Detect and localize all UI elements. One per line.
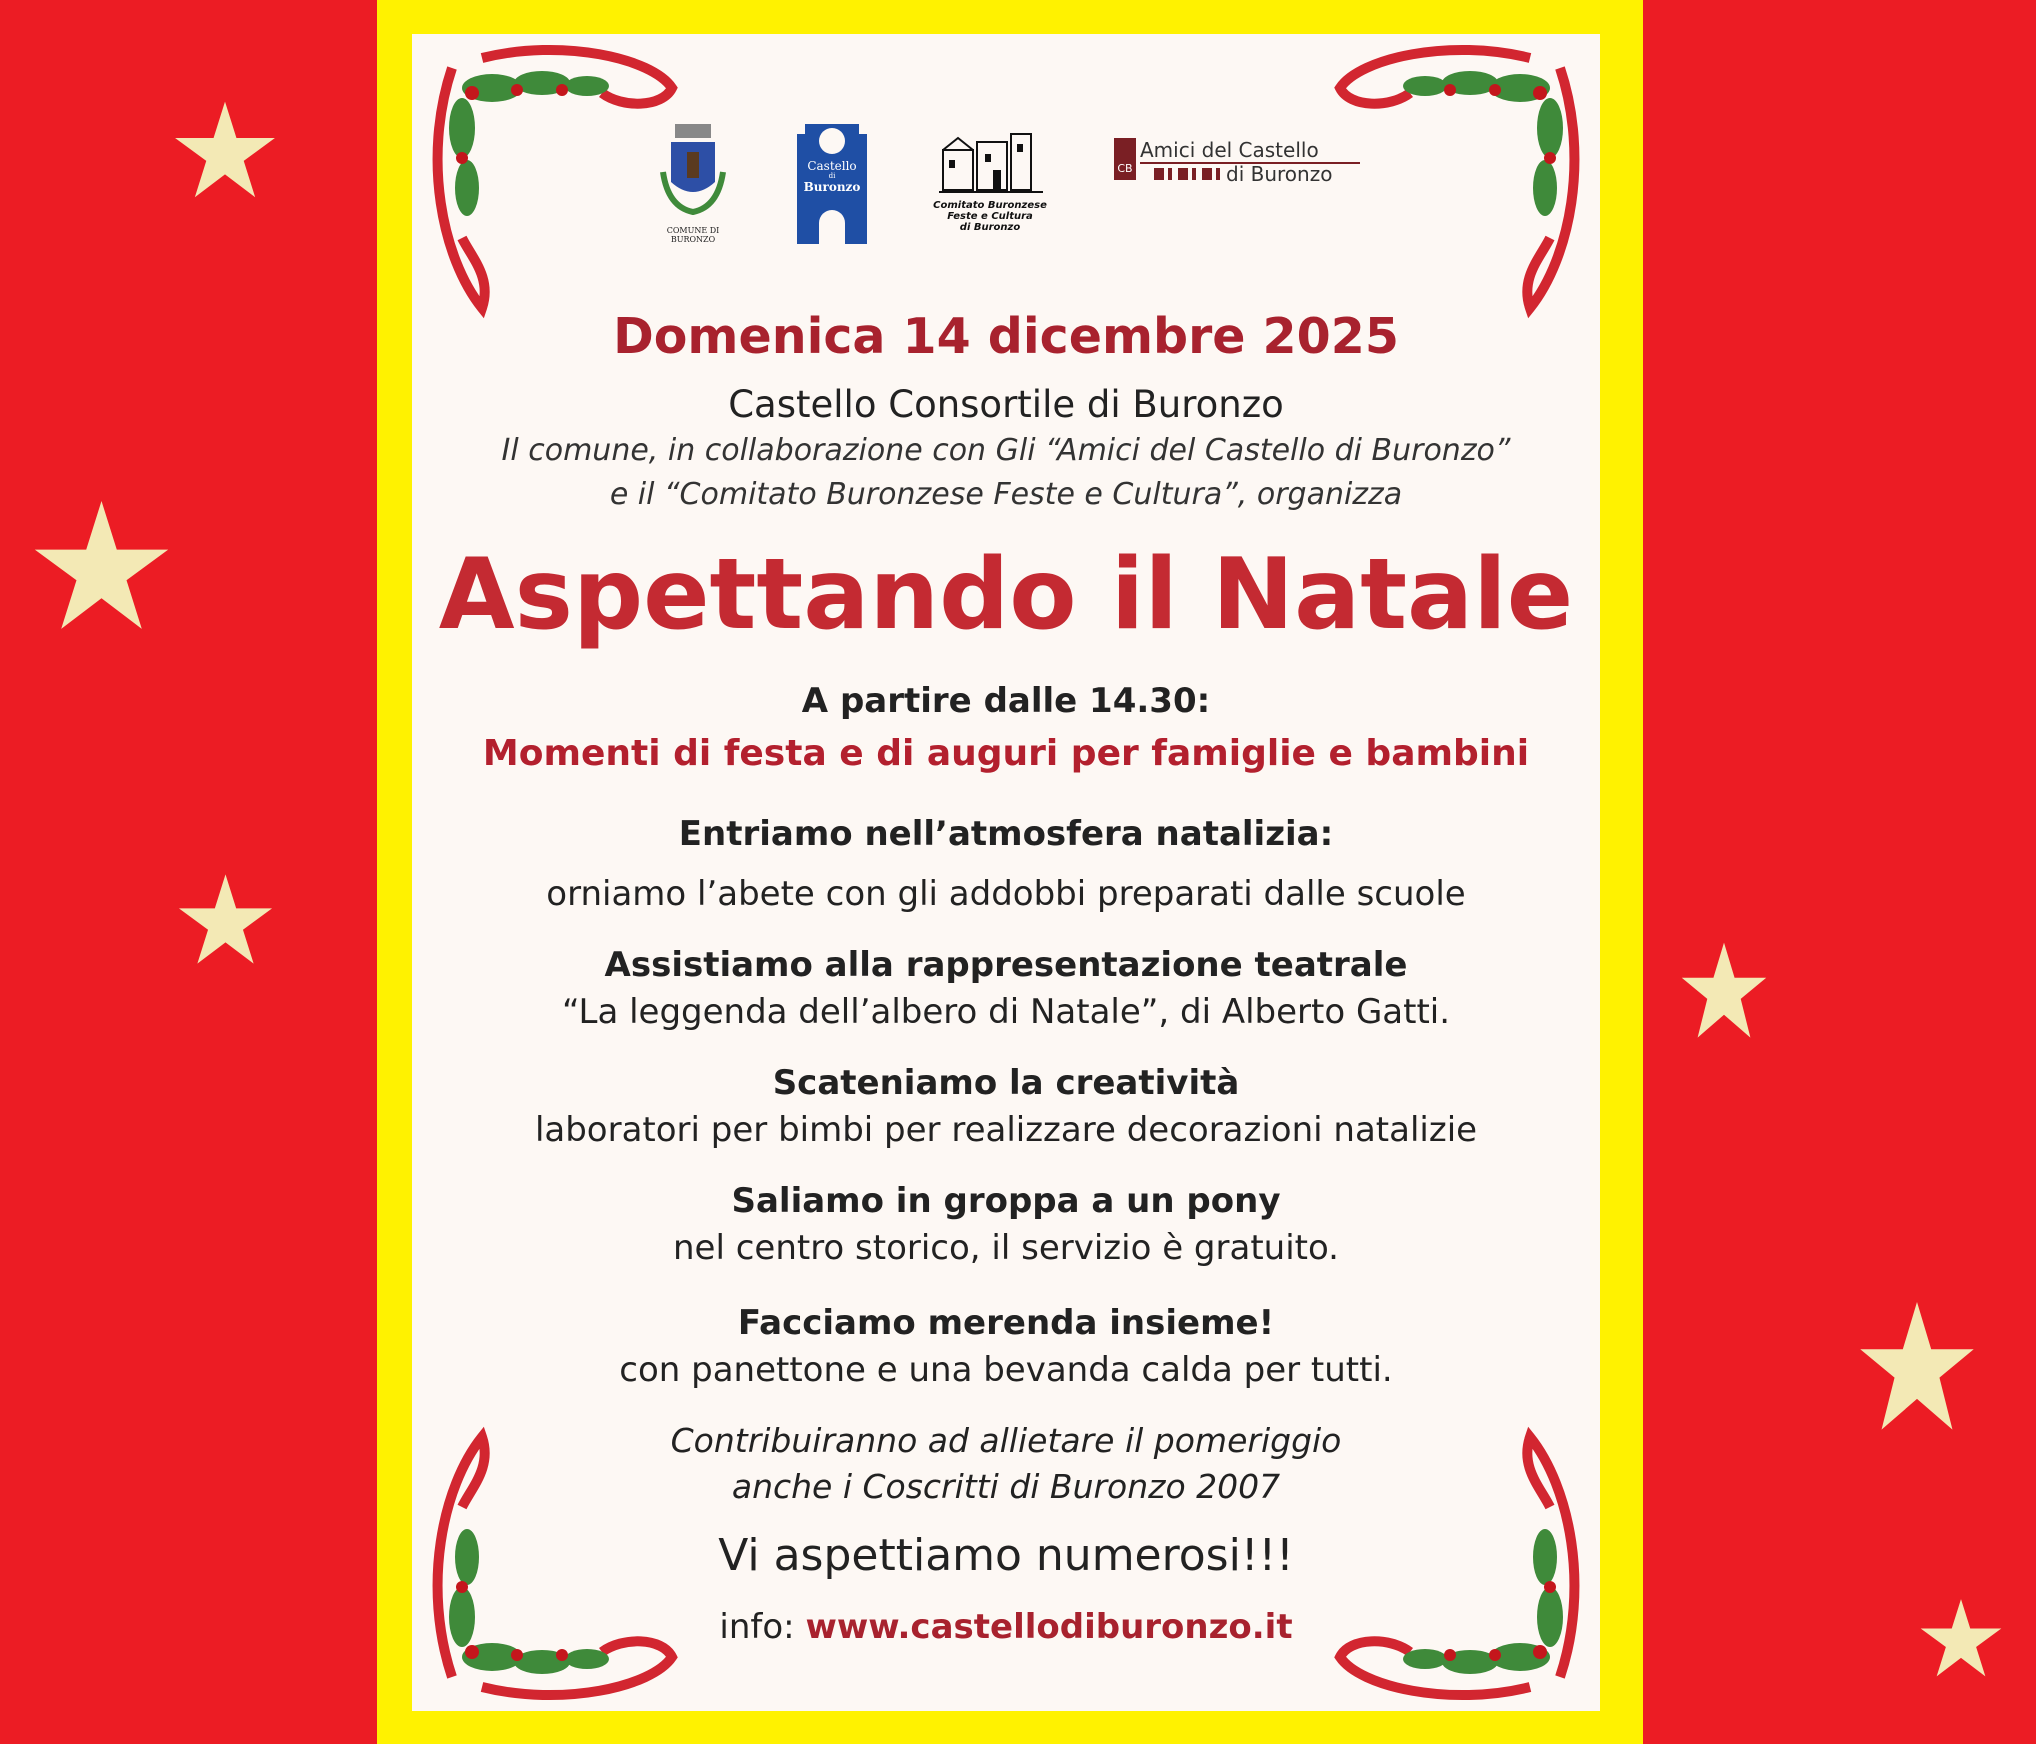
logo-comune — [648, 122, 738, 246]
star-icon — [32, 501, 171, 633]
logo-text: Castello — [807, 159, 857, 173]
intro-line-2: e il “Comitato Buronzese Feste e Cultura”, organizza — [609, 477, 1403, 512]
red-background-left — [0, 0, 377, 1744]
logo-initials: CB — [1114, 138, 1136, 180]
activity-text: “La leggenda dell’albero di Natale”, di Alberto Gatti. — [561, 992, 1451, 1032]
venue: Castello Consortile di Buronzo — [728, 383, 1284, 426]
invite: Vi aspettiamo numerosi!!! — [718, 1530, 1294, 1581]
logo-castello — [797, 124, 867, 244]
logo-text: Comitato Buronzese — [933, 200, 1047, 211]
website-link[interactable]: www.castellodiburonzo.it — [805, 1607, 1293, 1647]
closing-line-2: anche i Coscritti di Buronzo 2007 — [731, 1467, 1281, 1506]
closing-line-1: Contribuiranno ad allietare il pomeriggio — [670, 1421, 1342, 1460]
intro-line-1: Il comune, in collaborazione con Gli “Amici del Castello di Buronzo” — [501, 433, 1511, 468]
holly-corner-icon — [1330, 38, 1590, 328]
event-date: Domenica 14 dicembre 2025 — [613, 308, 1399, 365]
poster-panel — [412, 34, 1600, 1711]
coat-of-arms-icon — [653, 122, 733, 222]
logo-text: di — [828, 172, 836, 181]
activity-text: nel centro storico, il servizio è gratuito. — [672, 1228, 1339, 1268]
logo-text: di Buronzo — [959, 222, 1021, 233]
red-background-right — [1643, 0, 2036, 1744]
info-label: info: — [719, 1607, 795, 1647]
holly-corner-icon — [422, 38, 682, 328]
activity-heading: Saliamo in groppa a un pony — [731, 1181, 1281, 1221]
logo-text: Feste e Cultura — [947, 211, 1033, 222]
activity-text: con panettone e una bevanda calda per tutti. — [619, 1350, 1393, 1390]
activity-text: orniamo l’abete con gli addobbi preparati dalle scuole — [546, 874, 1466, 914]
activity-heading: Scateniamo la creatività — [772, 1063, 1240, 1103]
event-title: Aspettando il Natale — [438, 538, 1574, 652]
activity-heading: Facciamo merenda insieme! — [737, 1303, 1275, 1343]
start-time: A partire dalle 14.30: — [801, 681, 1211, 721]
activity-text: laboratori per bimbi per realizzare decorazioni natalizie — [534, 1110, 1478, 1150]
logo-text: Amici del Castello — [1140, 138, 1319, 162]
subtitle: Momenti di festa e di auguri per famiglie e bambini — [482, 733, 1530, 774]
star-icon — [173, 101, 277, 201]
logo-comitato — [932, 130, 1048, 250]
star-icon — [1857, 1302, 1977, 1432]
activity-heading: Assistiamo alla rappresentazione teatrale — [604, 945, 1408, 985]
logo-amici — [1114, 138, 1364, 188]
logo-text: di Buronzo — [1226, 162, 1333, 186]
star-icon — [1680, 939, 1768, 1043]
logo-caption: COMUNE DI BURONZO — [666, 226, 720, 244]
village-sketch-icon — [935, 130, 1045, 196]
star-icon — [177, 874, 274, 967]
activity-heading: Entriamo nell’atmosfera natalizia: — [678, 814, 1334, 854]
star-icon — [1919, 1595, 2003, 1683]
logo-text: Buronzo — [803, 179, 861, 194]
info-line — [412, 1607, 1600, 1647]
